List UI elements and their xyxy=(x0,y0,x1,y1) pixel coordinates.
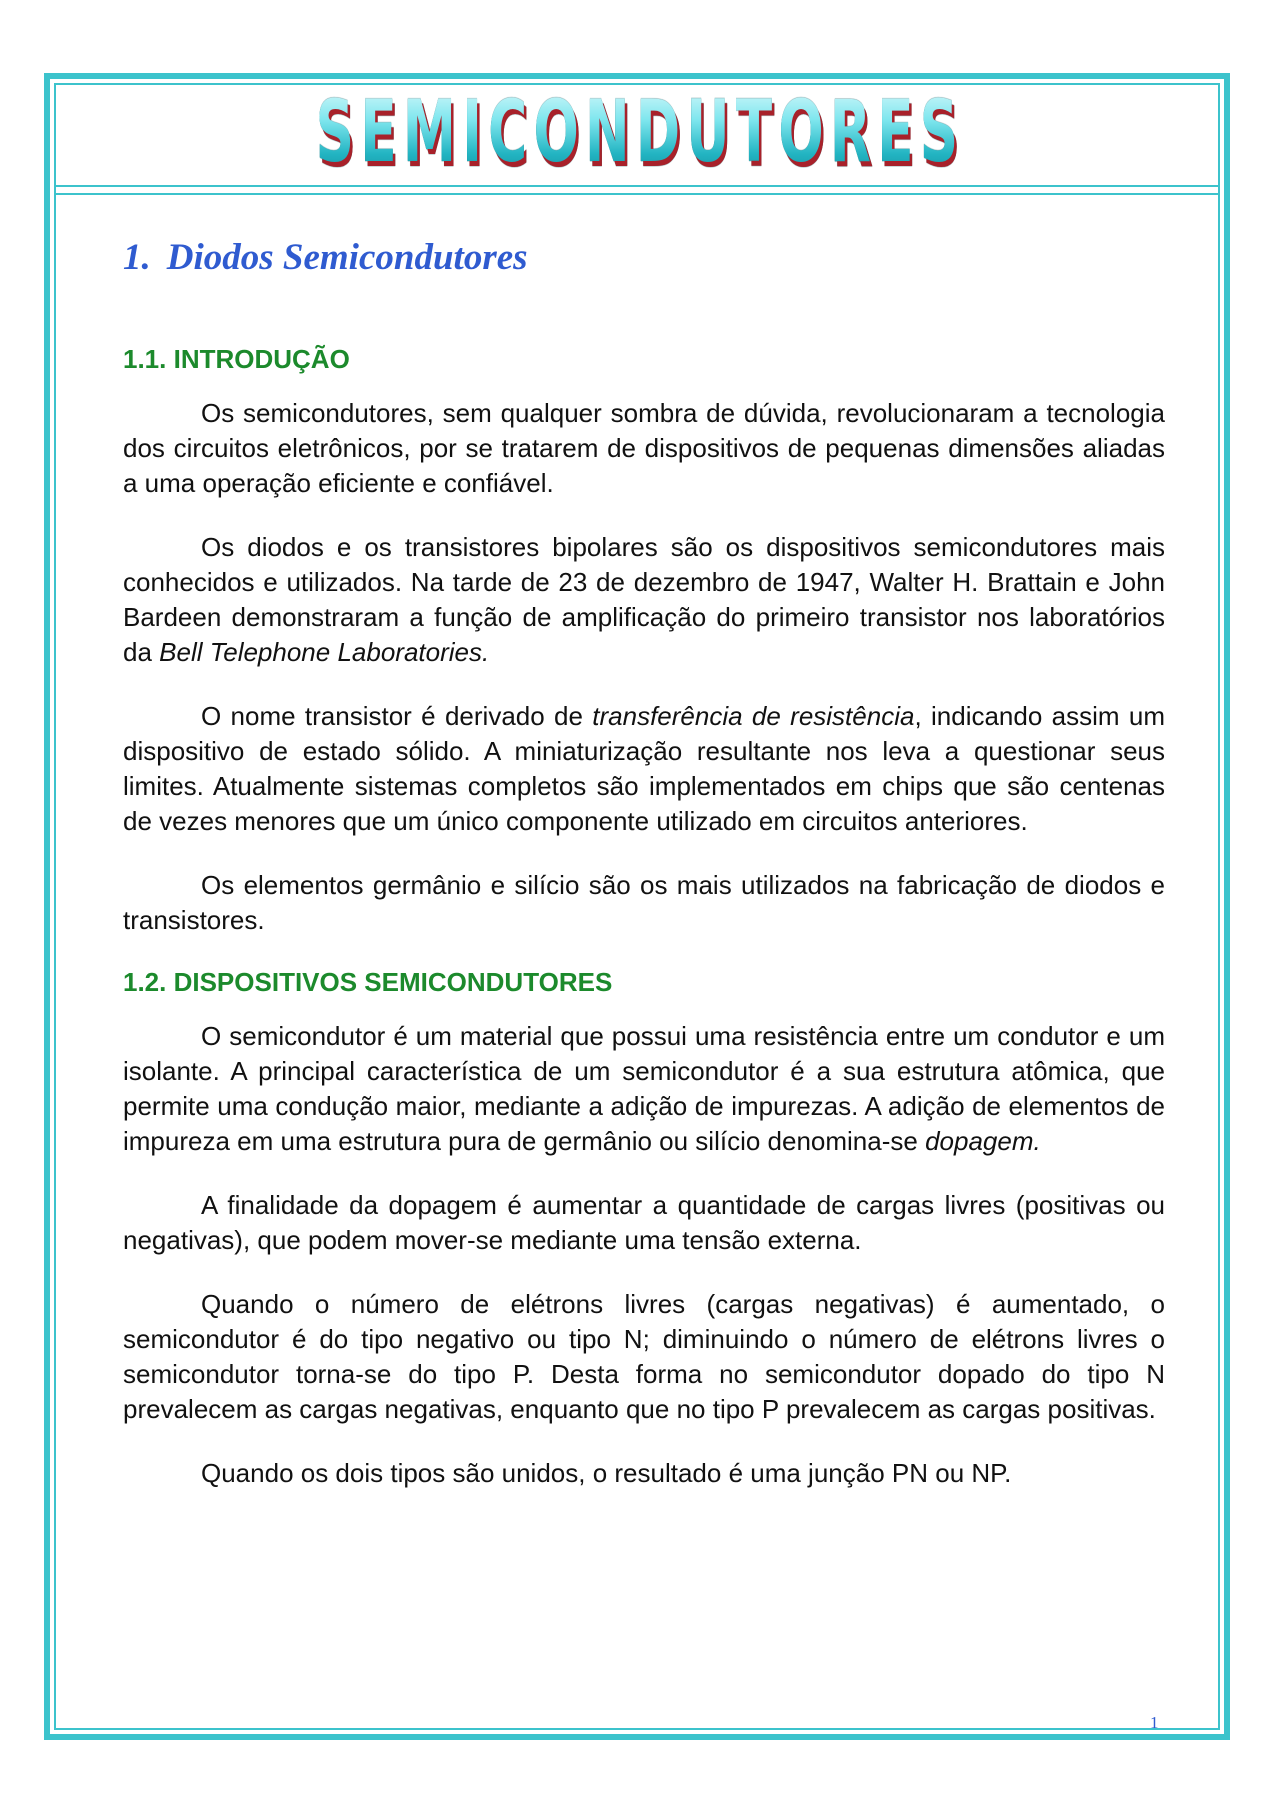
paragraph-italic-text: dopagem. xyxy=(925,1126,1041,1156)
paragraph-text: Os diodos e os transistores bipolares são os dispositivos semicondutores mais conhecidos e utilizados. Na tarde de 23 de dezembro de 1947, Walter H. Brattain e John Bardeen demonstraram a função de amplificação do primeiro transistor nos laboratórios da xyxy=(123,532,1165,667)
chapter-number: 1. xyxy=(123,237,151,278)
paragraph xyxy=(123,1188,1165,1258)
paragraph-text: Os elementos germânio e silício são os mais utilizados na fabricação de diodos e transistores. xyxy=(123,870,1165,935)
chapter-title-text: Diodos Semicondutores xyxy=(166,237,528,278)
paragraph-text: Os semicondutores, sem qualquer sombra de dúvida, revolucionaram a tecnologia dos circuitos eletrônicos, por se tratarem de dispositivos de pequenas dimensões aliadas a uma operação eficiente e confiável. xyxy=(123,398,1165,498)
paragraph-text: O nome transistor é derivado de xyxy=(201,701,593,731)
paragraph-italic-text: Bell Telephone Laboratories. xyxy=(159,637,490,667)
paragraph xyxy=(123,1287,1165,1427)
paragraph-text: A finalidade da dopagem é aumentar a quantidade de cargas livres (positivas ou negativas), que podem mover-se mediante uma tensão externa. xyxy=(123,1190,1165,1255)
document-body xyxy=(123,228,1165,1491)
header-divider xyxy=(54,185,1220,195)
section-heading-introducao: 1.1. INTRODUÇÃO xyxy=(123,344,350,374)
paragraph-text: , indicando assim um dispositivo de estado sólido. A miniaturização resultante nos leva a questionar seus limites. Atualmente sistemas completos são implementados em chips que são centenas de vezes menores que um único componente utilizado em circuitos anteriores. xyxy=(123,701,1165,836)
page-number: 1 xyxy=(1150,1713,1159,1732)
paragraph xyxy=(123,699,1165,839)
paragraph-text: Quando os dois tipos são unidos, o resultado é uma junção PN ou NP. xyxy=(201,1458,1012,1488)
paragraph xyxy=(123,530,1165,670)
paragraph xyxy=(123,868,1165,938)
section-heading-dispositivos: 1.2. DISPOSITIVOS SEMICONDUTORES xyxy=(123,967,613,997)
paragraph-text: O semicondutor é um material que possui uma resistência entre um condutor e um isolante. A principal característica de um semicondutor é a sua estrutura atômica, que permite uma condução maior, mediante a adição de impurezas. A adição de elementos de impureza em uma estrutura pura de germânio ou silício denomina-se xyxy=(123,1021,1165,1156)
paragraph xyxy=(123,1456,1165,1491)
paragraph xyxy=(123,1019,1165,1159)
paragraph xyxy=(123,396,1165,501)
paragraph-italic-text: transferência de resistência xyxy=(592,701,915,731)
banner-title xyxy=(243,82,1037,182)
chapter-title xyxy=(123,228,1165,288)
banner-title-text: SEMICONDUTORES xyxy=(315,82,965,182)
paragraph-text: Quando o número de elétrons livres (cargas negativas) é aumentado, o semicondutor é do tipo negativo ou tipo N; diminuindo o número de elétrons livres o semicondutor torna-se do tipo P. Desta forma no semicondutor dopado do tipo N prevalecem as cargas negativas, enquanto que no tipo P prevalecem as cargas positivas. xyxy=(123,1289,1165,1424)
